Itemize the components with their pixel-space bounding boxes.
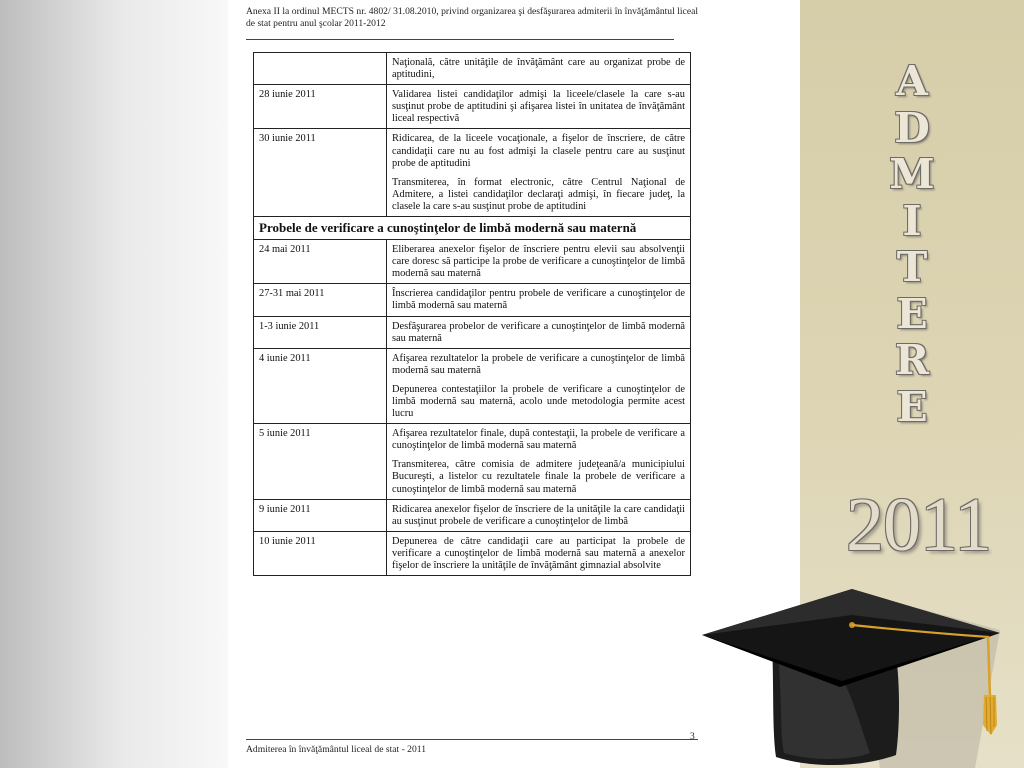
vertical-title [882, 58, 942, 430]
table-row [254, 85, 691, 129]
date-cell: 30 iunie 2011 [254, 129, 387, 217]
table-row [254, 348, 691, 423]
title-letter: E [896, 382, 928, 431]
activity-text: Afişarea rezultatelor la probele de verificare a cunoştinţelor de limbă modernă sau maternă [392, 352, 685, 376]
date-cell: 4 iunie 2011 [254, 348, 387, 423]
table-row [254, 240, 691, 284]
section-header-row [254, 217, 691, 240]
activity-text: Transmiterea, către comisia de admitere judeţeană/a municipiului Bucureşti, a listelor cu rezultatele finale la probele de verificare a cunoştinţelor de limbă modernă sau maternă [392, 459, 685, 495]
document-header: Anexa II la ordinul MECTS nr. 4802/ 31.08.2010, privind organizarea şi desfăşurarea admiterii în învăţământul liceal de stat pentru anul şcolar 2011-2012 [246, 6, 698, 29]
activity-cell [387, 348, 691, 423]
title-letter: E [896, 289, 928, 338]
date-cell: 28 iunie 2011 [254, 85, 387, 129]
title-letter: A [896, 57, 928, 105]
document-footer: Admiterea în învăţământul liceal de stat - 2011 [246, 744, 426, 755]
activity-text: Afişarea rezultatelor finale, după contestaţii, la probele de verificare a cunoştinţelor de limbă modernă sau maternă [392, 428, 685, 452]
activity-text: Depunerea contestaţiilor la probele de verificare a cunoştinţelor de limbă modernă sau maternă, acolo unde metodologia permite acest lucru [392, 383, 685, 420]
activity-text: Eliberarea anexelor fişelor de înscriere pentru elevii sau absolvenţii care doresc să participe la probe de verificare a cunoştinţelor de limbă modernă sau maternă [392, 244, 685, 280]
section-title: Probele de verificare a cunoştinţelor de limbă modernă sau maternă [254, 217, 691, 240]
title-letter: M [889, 150, 935, 198]
schedule-table [253, 52, 691, 576]
activity-cell [387, 284, 691, 316]
activity-cell [387, 53, 691, 85]
activity-text: Transmiterea, în format electronic, către Centrul Naţional de Admitere, a listei candidaţilor declaraţi admişi, în fiecare judeţ, la clasele la care s-au susţinut probe de aptitudini [392, 176, 685, 212]
title-letter: T [896, 243, 928, 291]
title-letter: R [894, 336, 930, 384]
graduation-cap-icon [700, 585, 1024, 768]
table-row [254, 499, 691, 531]
date-cell: 27-31 mai 2011 [254, 284, 387, 316]
activity-text: Naţională, către unităţile de învăţământ care au organizat probe de aptitudini, [392, 57, 685, 81]
title-letter: D [894, 103, 930, 152]
date-cell: 9 iunie 2011 [254, 499, 387, 531]
footer-rule [246, 739, 698, 740]
activity-cell [387, 499, 691, 531]
table-row [254, 424, 691, 499]
activity-text: Depunerea de către candidaţii care au participat la probele de verificare a cunoştinţelor de limbă modernă sau maternă a anexelor fişelor de înscriere la unităţile de învăţământ gimnazial absolvite [392, 535, 685, 571]
activity-cell [387, 531, 691, 575]
activity-cell [387, 129, 691, 217]
activity-cell [387, 424, 691, 499]
table-row [254, 284, 691, 316]
activity-cell [387, 240, 691, 284]
header-rule [246, 39, 674, 40]
table-row [254, 53, 691, 85]
date-cell: 10 iunie 2011 [254, 531, 387, 575]
activity-text: Validarea listei candidaţilor admişi la liceele/clasele la care s-au susţinut probe de aptitudini şi afişarea listei în unitatea de învăţământ liceal respectivă [392, 89, 685, 125]
date-cell: 1-3 iunie 2011 [254, 316, 387, 348]
page-number: 3 [690, 731, 695, 742]
title-letter: I [902, 196, 922, 245]
table-row [254, 531, 691, 575]
table-row [254, 129, 691, 217]
left-margin [0, 0, 228, 768]
schedule-table-body [254, 53, 691, 576]
date-cell [254, 53, 387, 85]
activity-text: Înscrierea candidaţilor pentru probele de verificare a cunoştinţelor de limbă modernă sau maternă [392, 288, 685, 312]
date-cell: 5 iunie 2011 [254, 424, 387, 499]
activity-text: Ridicarea, de la liceele vocaţionale, a fişelor de înscriere, de către candidaţii care nu au fost admişi la clasele pentru care au susţinut probe de aptitudini [392, 133, 685, 169]
activity-text: Ridicarea anexelor fişelor de înscriere de la unităţile la care candidaţii au susţinut probele de verificare a cunoştinţelor de limbă [392, 503, 685, 527]
table-row [254, 316, 691, 348]
activity-cell [387, 85, 691, 129]
date-cell: 24 mai 2011 [254, 240, 387, 284]
activity-text: Desfăşurarea probelor de verificare a cunoştinţelor de limbă modernă sau maternă [392, 320, 685, 344]
activity-cell [387, 316, 691, 348]
year-text: 2011 [846, 483, 992, 567]
